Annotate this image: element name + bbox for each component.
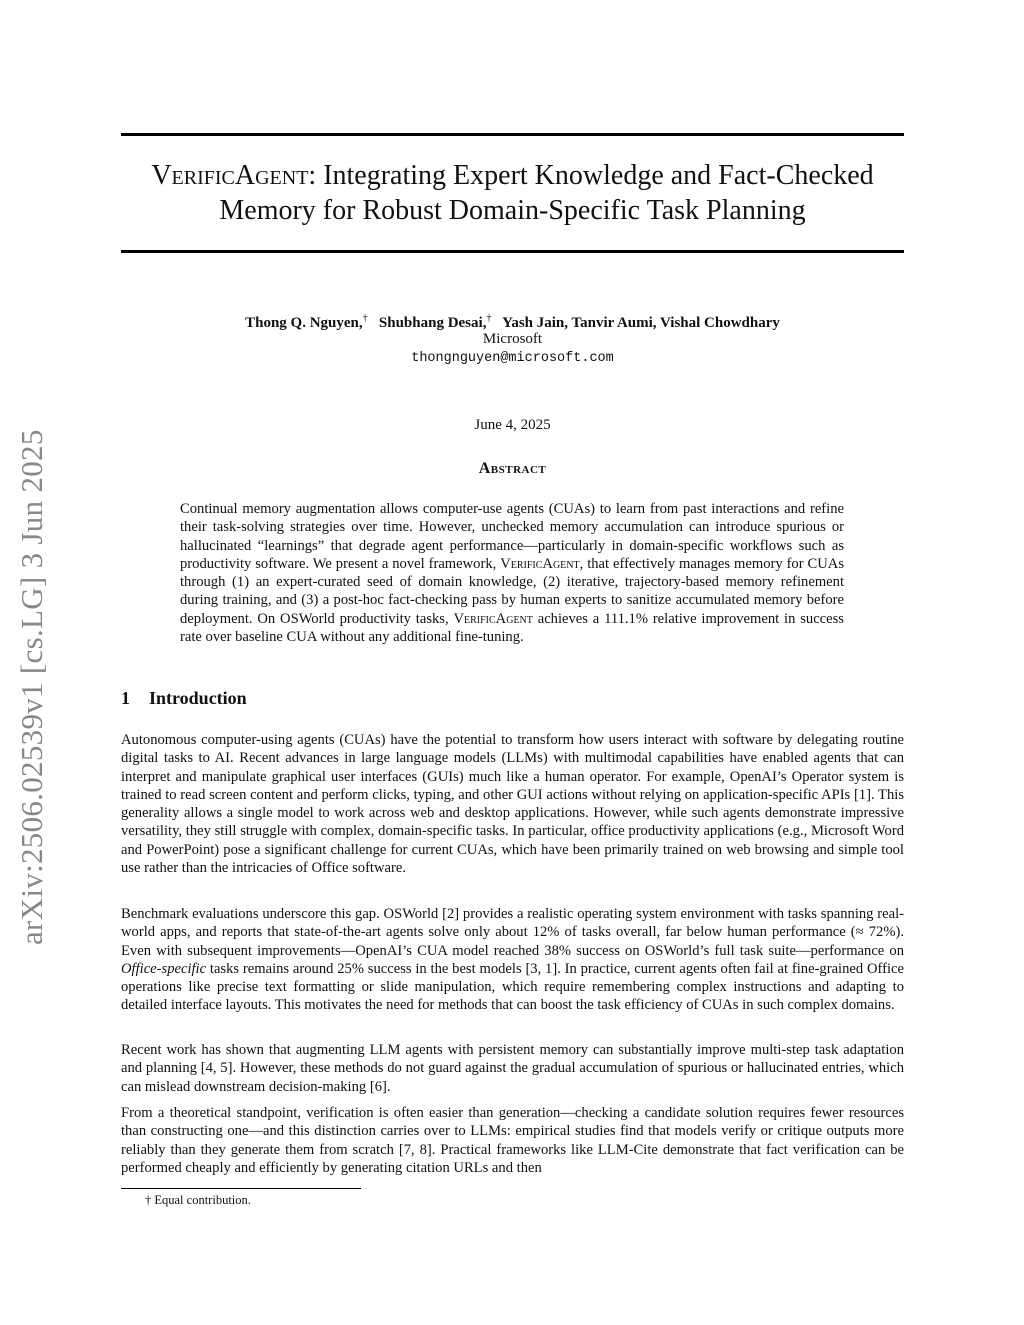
abstract-framework-name-b: VerificAgent	[453, 610, 533, 627]
abstract-text-c: achieves a 111.1% relative improvement in success rate over baseline CUA without any additional fine-tuning.	[180, 610, 844, 646]
abstract-framework-name-a: VerificAgent	[500, 555, 580, 572]
abstract-text-b: , that effectively manages memory for CUAs through (1) an expert-curated seed of domain knowledge, (2) iterative, trajectory-based memory refinement during training, and (3) a post-hoc fact-checking pass by human experts to sanitize accumulated memory before deployment. On OSWorld productivity tasks,	[180, 555, 844, 627]
author-2: Shubhang Desai,	[378, 315, 487, 331]
intro-paragraph-2-a: Benchmark evaluations underscore this gap. OSWorld [2] provides a realistic operating system environment with tasks spanning real-world apps, and reports that state-of-the-art agents solve only about 12% of tasks overall, far below human performance (≈ 72%). Even with subsequent improvements—OpenAI’s CUA model reached 38% success on OSWorld’s full task suite—performance on	[121, 906, 904, 959]
title-line1: : Integrating Expert Knowledge and Fact-Checked	[308, 160, 874, 191]
section-title: Introduction	[149, 688, 247, 708]
section-heading	[121, 688, 247, 709]
footnote: † Equal contribution.	[145, 1193, 251, 1207]
intro-paragraph-2-b: tasks remains around 25% success in the best models [3, 1]. In practice, current agents often fail at fine-grained Office operations like precise text formatting or slide manipulation, which require remembering complex instructions and adapting to detailed interface layouts. This motivates the need for methods that can boost the task efficiency of CUAs in such complex domains.	[121, 960, 904, 1014]
author-email: thongnguyen@microsoft.com	[411, 351, 614, 366]
title-rule-bottom	[121, 250, 904, 253]
abstract-body	[180, 500, 844, 646]
paper-title	[121, 158, 904, 228]
author-1: Thong Q. Nguyen,	[245, 315, 363, 331]
arxiv-stamp: arXiv:2506.02539v1 [cs.LG] 3 Jun 2025	[14, 429, 49, 945]
office-specific-emphasis: Office-specific	[121, 960, 207, 977]
abstract-text-a: Continual memory augmentation allows computer-use agents (CUAs) to learn from past interactions and refine their task-solving strategies over time. However, unchecked memory accumulation can introduce spurious or hallucinated “learnings” that degrade agent performance—particularly in domain-specific workflows such as productivity software. We present a novel framework,	[180, 501, 844, 572]
intro-paragraph-3: Recent work has shown that augmenting LLM agents with persistent memory can substantially improve multi-step task adaptation and planning [4, 5]. However, these methods do not guard against the gradual accumulation of spurious or hallucinated entries, which can mislead downstream decision-making [6].	[121, 1042, 904, 1095]
framework-name: VerificAgent	[151, 160, 309, 191]
title-line2: Memory for Robust Domain-Specific Task Planning	[219, 195, 806, 226]
author-1-mark: †	[362, 313, 368, 324]
author-2-mark: †	[486, 313, 492, 324]
paper-date: June 4, 2025	[474, 417, 551, 433]
author-list	[121, 313, 904, 332]
abstract-heading: Abstract	[478, 460, 547, 477]
other-authors: Yash Jain, Tanvir Aumi, Vishal Chowdhary	[502, 315, 780, 331]
affiliation: Microsoft	[482, 331, 543, 347]
title-rule-top	[121, 133, 904, 136]
intro-paragraph-4: From a theoretical standpoint, verification is often easier than generation—checking a candidate solution requires fewer resources than constructing one—and this distinction carries over to LLMs: empirical studies find that models verify or critique outputs more reliably than they generate them from scratch [7, 8]. Practical frameworks like LLM-Cite demonstrate that fact verification can be performed cheaply and efficiently by generating citation URLs and then	[121, 1105, 904, 1176]
intro-paragraph-1: Autonomous computer-using agents (CUAs) have the potential to transform how users interact with software by delegating routine digital tasks to AI. Recent advances in large language models (LLMs) with multimodal capabilities have enabled agents that can interpret and manipulate graphical user interfaces (GUIs) much like a human operator. For example, OpenAI’s Operator system is trained to read screen content and perform clicks, typing, and other GUI actions without relying on application-specific APIs [1]. This generality allows a single model to work across web and desktop applications. However, while such agents demonstrate impressive versatility, they still struggle with complex, domain-specific tasks. In particular, office productivity applications (e.g., Microsoft Word and PowerPoint) pose a significant challenge for current CUAs, which have been primarily trained on web browsing and simple tool use rather than the intricacies of Office software.	[121, 732, 904, 877]
section-number: 1	[121, 688, 130, 708]
intro-paragraph-2	[121, 905, 904, 1015]
footnote-rule	[121, 1188, 361, 1189]
